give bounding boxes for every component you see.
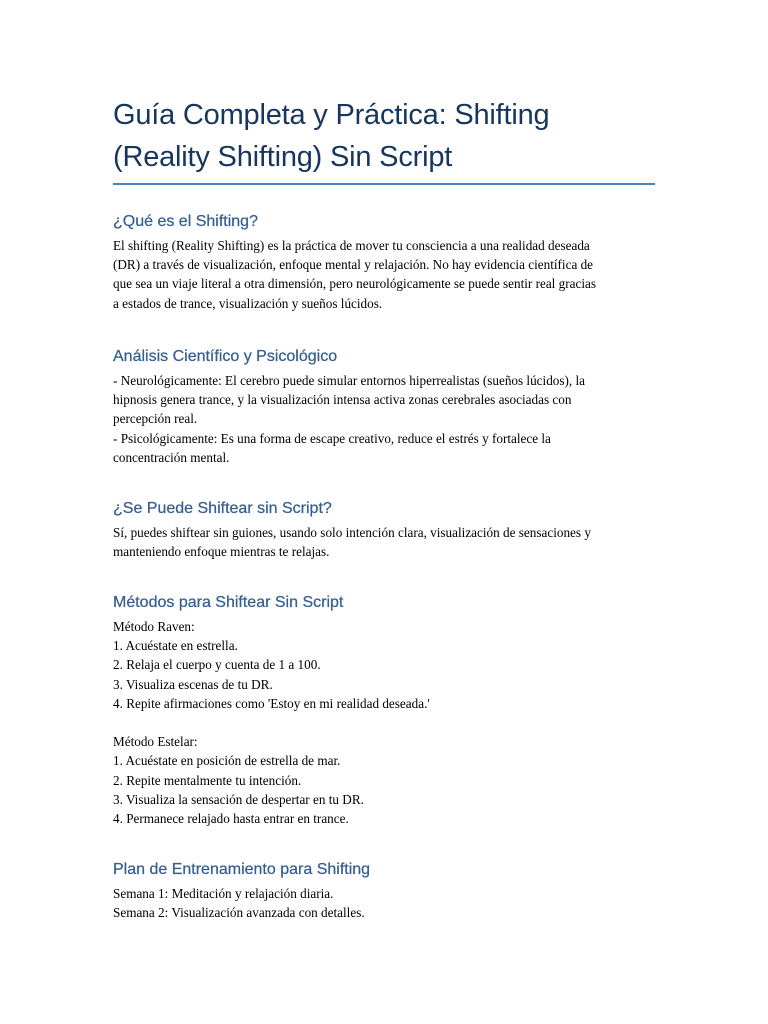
section-que-es bbox=[113, 212, 655, 313]
section-heading: Plan de Entrenamiento para Shifting bbox=[113, 861, 371, 878]
section-heading: ¿Qué es el Shifting? bbox=[113, 213, 258, 230]
section-heading: Métodos para Shiftear Sin Script bbox=[113, 594, 344, 611]
section-analisis bbox=[113, 347, 655, 467]
section-plan bbox=[113, 860, 655, 922]
body-line: - Neurológicamente: El cerebro puede simular entornos hiperrealistas (sueños lúcidos), la bbox=[113, 373, 586, 388]
document-title bbox=[113, 0, 655, 178]
title-underline bbox=[113, 183, 655, 185]
title-line-2: (Reality Shifting) Sin Script bbox=[113, 141, 453, 173]
body-line: (DR) a través de visualización, enfoque mental y relajación. No hay evidencia científica de bbox=[113, 257, 594, 273]
section-metodos bbox=[113, 593, 655, 828]
document-page bbox=[113, 0, 655, 921]
body-line: manteniendo enfoque mientras te relajas. bbox=[113, 544, 330, 560]
body-line: El shifting (Reality Shifting) es la práctica de mover tu consciencia a una realidad deseada bbox=[113, 238, 590, 253]
body-line: 1. Acuéstate en estrella. bbox=[113, 638, 238, 654]
body-line: 4. Repite afirmaciones como 'Estoy en mi realidad deseada.' bbox=[113, 695, 430, 711]
body-line: Semana 2: Visualización avanzada con detalles. bbox=[113, 905, 365, 921]
body-line: 3. Visualiza escenas de tu DR. bbox=[113, 676, 273, 692]
body-line: Método Estelar: bbox=[113, 734, 198, 750]
body-line: 1. Acuéstate en posición de estrella de mar. bbox=[113, 753, 341, 769]
body-line: 4. Permanece relajado hasta entrar en trance. bbox=[113, 811, 349, 827]
body-line: Semana 1: Meditación y relajación diaria. bbox=[113, 886, 334, 901]
body-line: - Psicológicamente: Es una forma de escape creativo, reduce el estrés y fortalece la bbox=[113, 430, 551, 446]
section-heading: Análisis Científico y Psicológico bbox=[113, 348, 338, 365]
section-heading: ¿Se Puede Shiftear sin Script? bbox=[113, 500, 332, 517]
body-line: Método Raven: bbox=[113, 619, 195, 634]
body-line: 3. Visualiza la sensación de despertar en tu DR. bbox=[113, 791, 364, 807]
title-line-1: Guía Completa y Práctica: Shifting bbox=[113, 99, 550, 131]
body-line: 2. Repite mentalmente tu intención. bbox=[113, 772, 302, 788]
body-line: 2. Relaja el cuerpo y cuenta de 1 a 100. bbox=[113, 657, 321, 673]
section-sin-script bbox=[113, 499, 655, 561]
body-line: que sea un viaje literal a otra dimensión, pero neurológicamente se puede sentir real gracias bbox=[113, 276, 596, 292]
blank-line bbox=[113, 713, 655, 732]
body-line: hipnosis genera trance, y la visualización intensa activa zonas cerebrales asociadas con bbox=[113, 392, 572, 408]
body-line: concentración mental. bbox=[113, 449, 230, 465]
body-line: Sí, puedes shiftear sin guiones, usando solo intención clara, visualización de sensaciones y bbox=[113, 525, 591, 540]
body-line: a estados de trance, visualización y sueños lúcidos. bbox=[113, 295, 383, 311]
body-line: percepción real. bbox=[113, 411, 198, 427]
